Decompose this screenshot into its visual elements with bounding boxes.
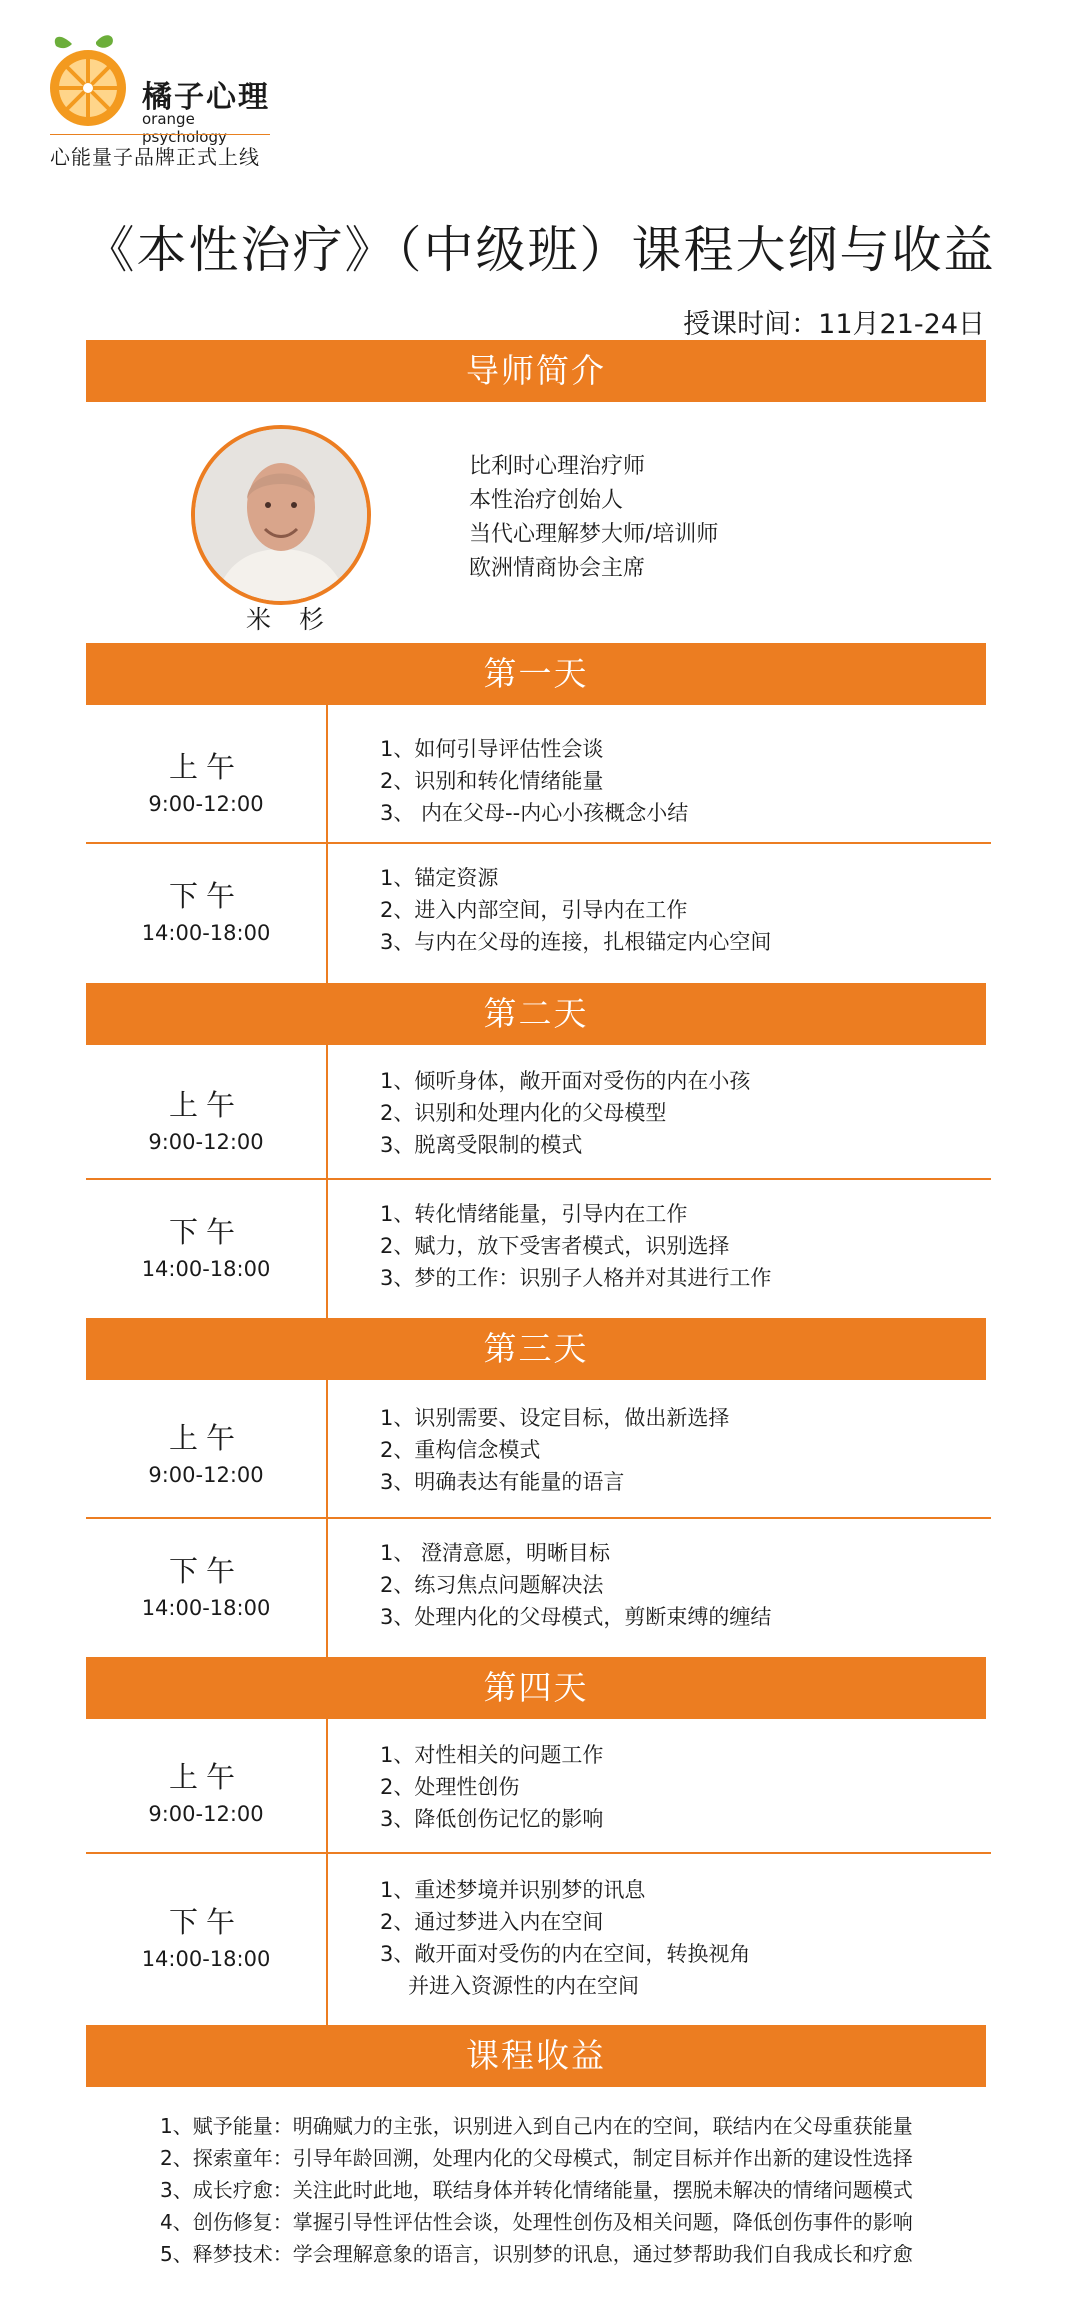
day-header: 第三天 [86,1318,986,1380]
agenda-item: 1、对性相关的问题工作 [380,1743,604,1767]
divider [326,1045,328,1179]
session-hours: 9:00-12:00 [148,1802,264,1826]
benefit-item: 1、赋予能量：明确赋力的主张，识别进入到自己内在的空间，联结内在父母重获能量 [160,2114,913,2138]
divider [326,1854,328,2025]
agenda-item: 2、识别和转化情绪能量 [380,769,604,793]
agenda-item: 2、练习焦点问题解决法 [380,1573,604,1597]
brand-logo [50,30,280,169]
brand-slogan: 心能量子品牌正式上线 [50,134,270,170]
agenda-item: 1、如何引导评估性会谈 [380,737,604,761]
session-label: 上午 [168,1088,243,1122]
divider [326,1180,328,1318]
instructor-photo [191,425,371,605]
section-header-benefits: 课程收益 [86,2025,986,2087]
agenda-item: 1、识别需要、设定目标，做出新选择 [380,1406,730,1430]
session-morning [86,1045,986,1179]
agenda-item: 1、倾听身体，敞开面对受伤的内在小孩 [380,1069,751,1093]
session-label: 下午 [168,879,243,913]
agenda-item: 2、赋力，放下受害者模式，识别选择 [380,1234,730,1258]
agenda-item: 2、重构信念模式 [380,1438,541,1462]
session-label: 上午 [168,1421,243,1455]
instructor-card [86,420,986,642]
credential: 比利时心理治疗师 [469,454,646,479]
session-hours: 14:00-18:00 [141,1257,271,1281]
session-hours: 9:00-12:00 [148,792,264,816]
divider [326,1519,328,1657]
session-hours: 14:00-18:00 [141,1947,271,1971]
session-label: 下午 [168,1905,243,1939]
session-morning [86,705,986,843]
session-label: 上午 [168,1760,243,1794]
instructor-name: 米 杉 [246,605,334,634]
agenda-item: 3、降低创伤记忆的影响 [380,1807,604,1831]
agenda-item: 2、进入内部空间，引导内在工作 [380,898,688,922]
benefit-item: 3、成长疗愈：关注此时此地，联结身体并转化情绪能量，摆脱未解决的情绪问题模式 [160,2178,913,2202]
session-label: 下午 [168,1554,243,1588]
course-date: 授课时间：11月21-24日 [683,309,985,340]
agenda-item: 3、脱离受限制的模式 [380,1133,583,1157]
agenda-item: 2、通过梦进入内在空间 [380,1910,604,1934]
agenda-item: 1、重述梦境并识别梦的讯息 [380,1878,646,1902]
brand-name: 橘子心理 [142,80,270,115]
orange-logo-icon [50,30,140,130]
credential: 当代心理解梦大师/培训师 [469,522,719,547]
divider [326,1380,328,1518]
session-hours: 9:00-12:00 [148,1130,264,1154]
session-morning [86,1719,986,1853]
session-afternoon [86,844,986,983]
divider [326,705,328,843]
agenda-item: 2、识别和处理内化的父母模型 [380,1101,667,1125]
session-afternoon [86,1519,986,1657]
day-header: 第四天 [86,1657,986,1719]
session-afternoon [86,1854,986,2025]
agenda-item: 2、处理性创伤 [380,1775,520,1799]
session-morning [86,1380,986,1518]
session-hours: 9:00-12:00 [148,1463,264,1487]
benefits-list [160,2110,913,2270]
divider [326,1719,328,1853]
agenda-item: 3、梦的工作：识别子人格并对其进行工作 [380,1266,772,1290]
day-header: 第一天 [86,643,986,705]
agenda-item: 3、明确表达有能量的语言 [380,1470,625,1494]
session-hours: 14:00-18:00 [141,1596,271,1620]
session-label: 下午 [168,1215,243,1249]
credential: 本性治疗创始人 [469,488,624,513]
benefit-item: 4、创伤修复：掌握引导性评估性会谈，处理性创伤及相关问题，降低创伤事件的影响 [160,2210,913,2234]
agenda-item: 3、与内在父母的连接，扎根锚定内心空间 [380,930,772,954]
agenda-item: 3、 内在父母--内心小孩概念小结 [380,801,689,825]
agenda-item: 3、敞开面对受伤的内在空间，转换视角 [380,1942,751,1966]
page-title: 《本性治疗》（中级班）课程大纲与收益 [84,221,996,279]
session-hours: 14:00-18:00 [141,921,271,945]
agenda-item: 1、转化情绪能量，引导内在工作 [380,1202,688,1226]
agenda-item: 1、 澄清意愿，明晰目标 [380,1541,611,1565]
agenda-item: 3、处理内化的父母模式，剪断束缚的缠结 [380,1605,772,1629]
divider [326,844,328,983]
session-label: 上午 [168,750,243,784]
credential: 欧洲情商协会主席 [469,556,646,581]
agenda-item: 并进入资源性的内在空间 [408,1974,639,1998]
session-afternoon [86,1180,986,1318]
section-header-instructor: 导师简介 [86,340,986,402]
agenda-item: 1、锚定资源 [380,866,499,890]
benefit-item: 5、释梦技术：学会理解意象的语言，识别梦的讯息，通过梦帮助我们自我成长和疗愈 [160,2242,913,2266]
brand-name-en: orange psychology [142,110,227,146]
benefit-item: 2、探索童年：引导年龄回溯，处理内化的父母模式，制定目标并作出新的建设性选择 [160,2146,913,2170]
instructor-credentials [469,450,718,586]
day-header: 第二天 [86,983,986,1045]
